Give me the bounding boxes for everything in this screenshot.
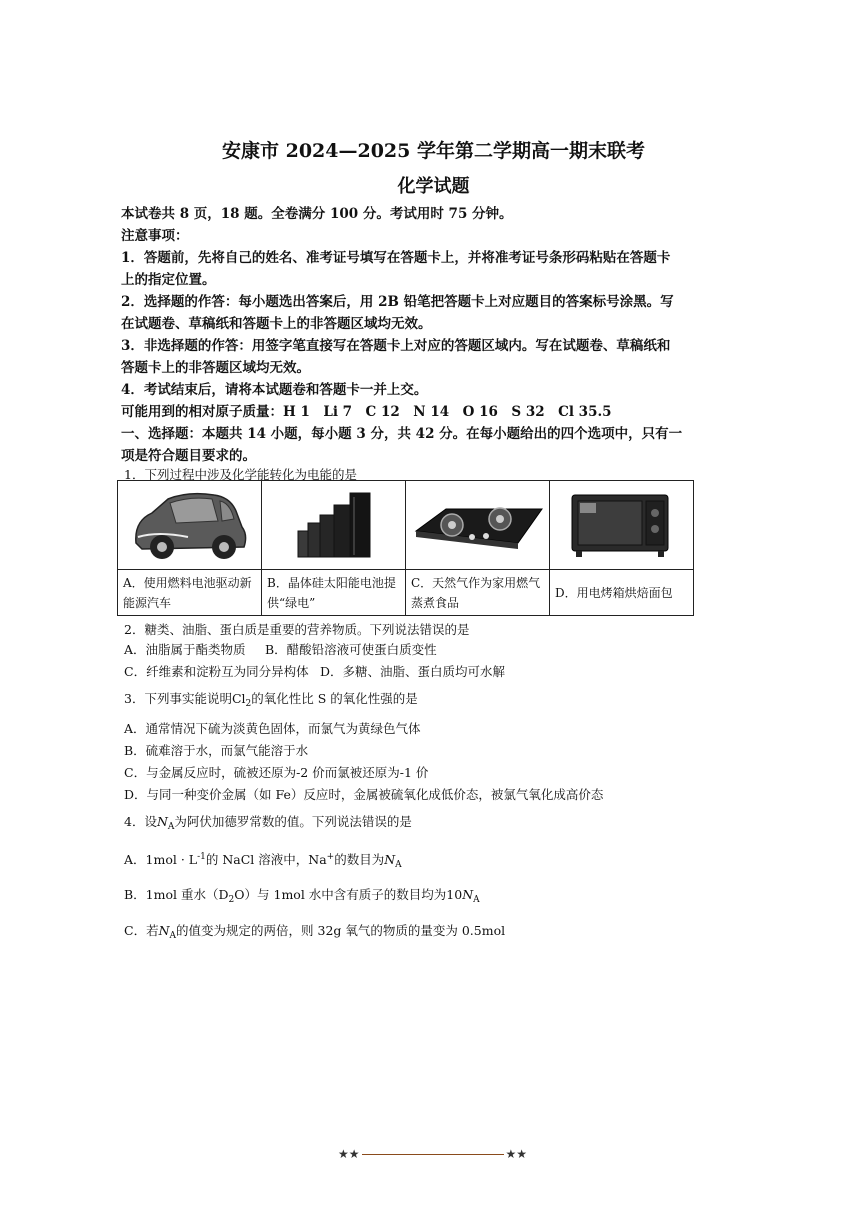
q3-option-a: A．通常情况下硫为淡黄色固体，而氯气为黄绿色气体	[124, 721, 421, 736]
section-heading-b: 项是符合题目要求的。	[121, 448, 256, 464]
chlorine-formula: $Cl_2$	[231, 691, 252, 709]
q1-option-c: C．天然气作为家用燃气 蒸煮食品	[406, 570, 550, 616]
gas-stove-icon	[406, 481, 550, 569]
notice-title: 注意事项：	[121, 228, 189, 244]
q3-stem: 3．下列事实能说明$Cl_2$的氧化性比 S 的氧化性强的是	[124, 691, 418, 709]
intro-line: 本试卷共 8 页，18 题。全卷满分 100 分。考试用时 75 分钟。	[121, 206, 513, 222]
q1-image-a	[118, 481, 262, 570]
section-heading-a: 一、选择题：本题共 14 小题，每小题 3 分，共 42 分。在每小题给出的四个选项中，只有一	[121, 426, 683, 442]
atomic-masses: 可能用到的相对原子质量：H 1 Li 7 C 12 N 14 O 16 S 32 Cl 35.5	[121, 404, 612, 420]
q3-option-d: D．与同一种变价金属（如 Fe）反应时，金属被硫氧化成低价态，被氯气氧化成高价态	[124, 787, 604, 802]
notice-2b: 在试题卷、草稿纸和答题卡上的非答题区域均无效。	[121, 316, 432, 332]
exam-title: 安康市 2024—2025 学年第二学期高一期末联考	[222, 140, 645, 162]
q2-option-d: D．多糖、油脂、蛋白质均可水解	[320, 664, 506, 679]
q1-option-a: A．使用燃料电池驱动新 能源汽车	[118, 570, 262, 616]
q1-options-table	[117, 480, 694, 616]
q4-option-c: C．若$N_A$的值变为规定的两倍，则 32g 氧气的物质的量变为 0.5mol	[124, 923, 506, 941]
q2-option-a: A．油脂属于酯类物质	[124, 642, 246, 657]
q2-stem: 2．糖类、油脂、蛋白质是重要的营养物质。下列说法错误的是	[124, 622, 470, 637]
notice-3a: 3．非选择题的作答：用签字笔直接写在答题卡上对应的答题区域内。写在试题卷、草稿纸和	[121, 338, 671, 354]
star-icon-left: ★★	[338, 1147, 360, 1161]
electric-oven-icon	[550, 481, 694, 569]
q1-stem: 1．下列过程中涉及化学能转化为电能的是	[124, 467, 357, 482]
notice-2a: 2．选择题的作答：每小题选出答案后，用 2B 铅笔把答题卡上对应题目的答案标号涂黑。写	[121, 294, 674, 310]
q1-option-b: B．晶体硅太阳能电池提 供“绿电”	[262, 570, 406, 616]
q1-image-d	[550, 481, 694, 570]
footer-divider	[362, 1154, 504, 1155]
q2-option-b: B．醋酸铅溶液可使蛋白质变性	[265, 642, 437, 657]
page-footer	[338, 1147, 527, 1161]
q2-option-c: C．纤维素和淀粉互为同分异构体	[124, 664, 309, 679]
q1-image-b	[262, 481, 406, 570]
q4-option-b: B．1mol 重水$(D_2O)$与 1mol 水中含有质子的数目均为$10N_A$	[124, 887, 480, 905]
notice-1b: 上的指定位置。	[121, 272, 216, 288]
solar-panel-icon	[262, 481, 406, 569]
notice-1a: 1．答题前，先将自己的姓名、准考证号填写在答题卡上，并将准考证号条形码粘贴在答题卡	[121, 250, 671, 266]
electric-car-icon	[118, 481, 262, 569]
q4-stem: 4．设$N_A$为阿伏加德罗常数的值。下列说法错误的是	[124, 814, 412, 832]
q4-option-a: A．$1mol \cdot L^{-1}$的 NaCl 溶液中，Na+的数目为$N_A$	[124, 852, 402, 870]
q3-option-c: C．与金属反应时，硫被还原为-2 价而氯被还原为-1 价	[124, 765, 429, 780]
notice-4: 4．考试结束后，请将本试题卷和答题卡一并上交。	[121, 382, 428, 398]
q1-image-c	[406, 481, 550, 570]
notice-3b: 答题卡上的非答题区域均无效。	[121, 360, 310, 376]
q1-option-d: D．用电烤箱烘焙面包	[550, 570, 694, 616]
exam-subtitle: 化学试题	[397, 176, 470, 197]
q3-option-b: B．硫难溶于水，而氯气能溶于水	[124, 743, 309, 758]
star-icon-right: ★★	[505, 1147, 528, 1161]
